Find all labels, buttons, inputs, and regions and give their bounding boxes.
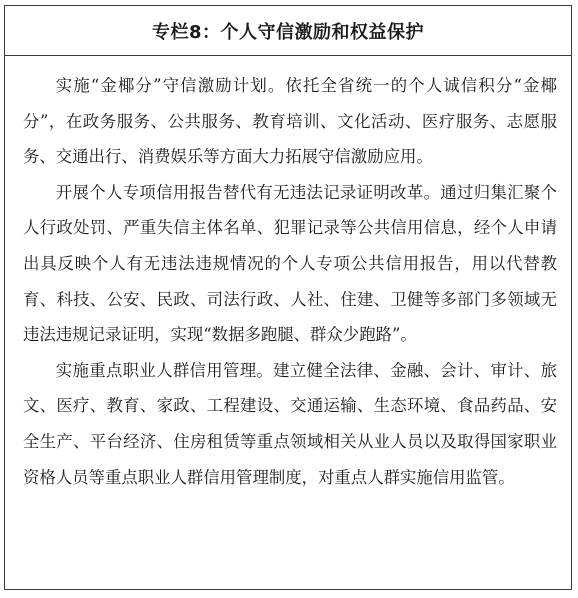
paragraph-incentive-plan: 实施“金椰分”守信激励计划。依托全省统一的个人诚信积分“金椰分”，在政务服务、公共服务、教育培训、文化活动、医疗服务、志愿服务、交通出行、消费娱乐等方面大力拓展守信激励应用。 bbox=[23, 76, 557, 167]
paragraph-credit-report-reform: 开展个人专项信用报告替代有无违法记录证明改革。通过归集汇聚个人行政处罚、严重失信主体名单、犯罪记录等公共信用信息，经个人申请出具反映个人有无违法违规情况的个人专项公共信用报告，用以代替教育、科技、公安、民政、司法行政、人社、住建、卫健等多部门多领域无违法违规记录证明，实现“数据多跑腿、群众少跑路”。 bbox=[23, 182, 557, 345]
paragraph-occupational-groups: 实施重点职业人群信用管理。建立健全法律、金融、会计、审计、旅文、医疗、教育、家政、工程建设、交通运输、生态环境、食品药品、安全生产、平台经济、住房租赁等重点领域相关从业人员以及取得国家职业资格人员等重点职业人群信用管理制度，对重点人群实施信用监管。 bbox=[23, 360, 557, 487]
column-body bbox=[5, 56, 571, 495]
column-box bbox=[4, 5, 572, 590]
column-title: 专栏8：个人守信激励和权益保护 bbox=[5, 6, 571, 56]
